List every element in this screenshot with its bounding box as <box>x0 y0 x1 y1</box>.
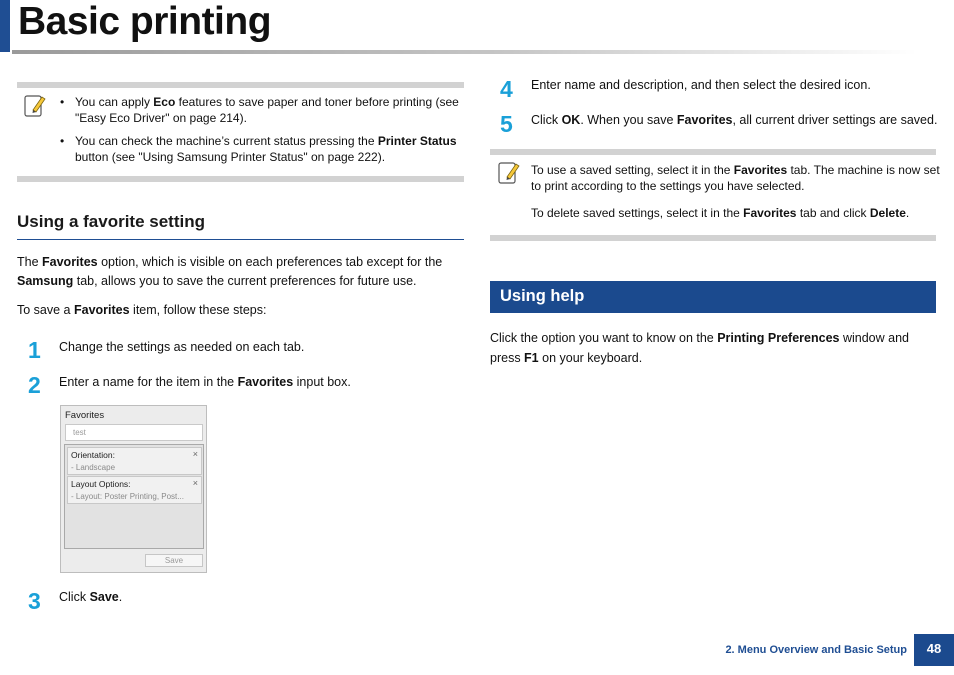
title-accent-bar <box>0 0 10 52</box>
page-number-badge: 48 <box>914 634 954 666</box>
list-item[interactable]: Orientation: - Landscape × <box>67 447 202 475</box>
step-number-1: 1 <box>28 337 41 363</box>
favorites-label: Favorites <box>65 410 105 421</box>
step-text-3: Click Save. <box>59 590 123 604</box>
section-heading-help: Using help <box>490 281 936 313</box>
favorites-name-input[interactable]: test <box>65 424 203 441</box>
step-number-2: 2 <box>28 372 41 398</box>
step-number-4: 4 <box>500 76 513 102</box>
list-item[interactable]: Layout Options: - Layout: Poster Printing, Post... × <box>67 476 202 504</box>
note-delete-setting-text: To delete saved settings, select it in the Favorites tab and click Delete. <box>531 206 910 220</box>
close-icon[interactable]: × <box>192 478 198 488</box>
page-title: Basic printing <box>18 0 272 43</box>
note-bullet-printer-status: You can check the machine’s current status pressing the Printer Status button (see "Using Samsung Printer Status" on page 222). <box>75 134 457 164</box>
step-number-3: 3 <box>28 588 41 614</box>
step-text-5: Click OK. When you save Favorites, all current driver settings are saved. <box>531 113 938 127</box>
step-text-4: Enter name and description, and then select the desired icon. <box>531 78 871 92</box>
to-save-text: To save a Favorites item, follow these steps: <box>17 303 267 317</box>
note-saved-setting-text: To use a saved setting, select it in the Favorites tab. The machine is now set to print according to the settings you have selected. <box>531 163 940 193</box>
note-bullet-eco: You can apply Eco features to save paper and toner before printing (see "Easy Eco Driver" on page 214). <box>75 95 459 125</box>
bullet-dot: • <box>60 134 65 148</box>
favorite-intro-text: The Favorites option, which is visible on each preferences tab except for the Samsung tab, allows you to save the current preferences for future use. <box>17 255 443 288</box>
favorites-settings-list[interactable] <box>64 444 204 549</box>
pencil-note-icon <box>498 160 520 186</box>
save-button[interactable]: Save <box>145 554 203 567</box>
step-text-1: Change the settings as needed on each tab. <box>59 340 305 354</box>
step-text-2: Enter a name for the item in the Favorites input box. <box>59 375 351 389</box>
step-number-5: 5 <box>500 111 513 137</box>
help-text: Click the option you want to know on the Printing Preferences window and press F1 on your keyboard. <box>490 331 909 365</box>
bullet-dot: • <box>60 95 65 109</box>
favorites-panel <box>60 405 207 573</box>
section-heading-favorite: Using a favorite setting <box>17 212 205 231</box>
close-icon[interactable]: × <box>192 449 198 459</box>
title-rule <box>12 50 917 54</box>
pencil-note-icon <box>24 93 46 119</box>
section-rule <box>17 239 464 240</box>
footer-chapter-link[interactable]: 2. Menu Overview and Basic Setup <box>725 644 907 656</box>
